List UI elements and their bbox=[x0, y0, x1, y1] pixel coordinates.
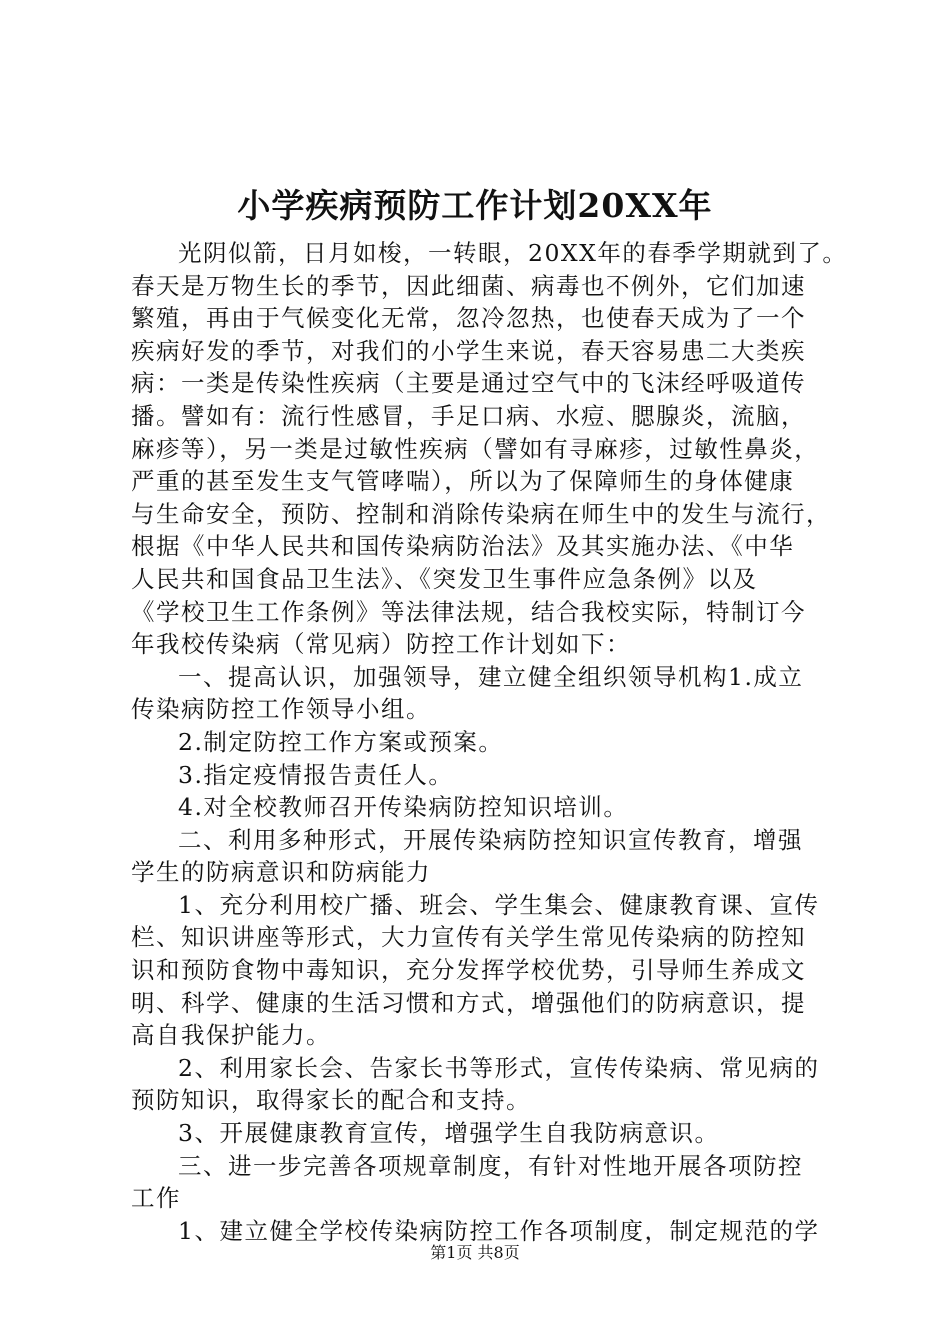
paragraph-line: 播。譬如有：流行性感冒，手足口病、水痘、腮腺炎，流脑， bbox=[131, 401, 806, 430]
paragraph-line: 1、充分利用校广播、班会、学生集会、健康教育课、宣传 bbox=[178, 890, 820, 919]
paragraph-line: 繁殖，再由于气候变化无常，忽冷忽热，也使春天成为了一个 bbox=[131, 304, 806, 333]
paragraph-line: 春天是万物生长的季节，因此细菌、病毒也不例外，它们加速 bbox=[131, 271, 806, 300]
paragraph-line: 1、建立健全学校传染病防控工作各项制度，制定规范的学 bbox=[178, 1216, 820, 1245]
paragraph-line: 人民共和国食品卫生法》、《突发卫生事件应急条例》以及 bbox=[131, 564, 758, 593]
paragraph-line: 年我校传染病（常见病）防控工作计划如下： bbox=[131, 630, 631, 659]
paragraph-line: 工作 bbox=[131, 1184, 181, 1213]
paragraph-line: 严重的甚至发生支气管哮喘），所以为了保障师生的身体健康 bbox=[131, 467, 795, 496]
paragraph-line: 高自我保护能力。 bbox=[131, 1021, 331, 1050]
section-heading-line: 二、利用多种形式，开展传染病防控知识宣传教育，增强 bbox=[178, 825, 803, 854]
paragraph-line: 预防知识，取得家长的配合和支持。 bbox=[131, 1086, 531, 1115]
paragraph-line: 与生命安全，预防、控制和消除传染病在师生中的发生与流行， bbox=[131, 499, 831, 528]
document-body bbox=[131, 237, 851, 1247]
document-title: 小学疾病预防工作计划20XX年 bbox=[237, 186, 713, 225]
paragraph-line: 根据《中华人民共和国传染病防治法》及其实施办法、《中华 bbox=[131, 532, 795, 561]
paragraph-line: 麻疹等），另一类是过敏性疾病（譬如有寻麻疹，过敏性鼻炎， bbox=[131, 434, 820, 463]
paragraph-line: 《学校卫生工作条例》等法律法规，结合我校实际，特制订今 bbox=[131, 597, 806, 626]
paragraph-line: 栏、知识讲座等形式，大力宣传有关学生常见传染病的防控知 bbox=[131, 923, 806, 952]
paragraph-line: 明、科学、健康的生活习惯和方式，增强他们的防病意识，提 bbox=[131, 988, 806, 1017]
page-number-footer: 第1页 共8页 bbox=[430, 1243, 520, 1262]
paragraph-line: 2、利用家长会、告家长书等形式，宣传传染病、常见病的 bbox=[178, 1053, 820, 1082]
list-item: 3.指定疫情报告责任人。 bbox=[178, 760, 454, 789]
list-item: 4.对全校教师召开传染病防控知识培训。 bbox=[178, 793, 629, 822]
section-heading-line: 一、提高认识，加强领导，建立健全组织领导机构1.成立 bbox=[178, 662, 804, 691]
section-heading-line: 三、进一步完善各项规章制度，有针对性地开展各项防控 bbox=[178, 1151, 803, 1180]
paragraph-line: 学生的防病意识和防病能力 bbox=[131, 858, 431, 887]
paragraph-line: 识和预防食物中毒知识，充分发挥学校优势，引导师生养成文 bbox=[131, 956, 806, 985]
paragraph-line: 病：一类是传染性疾病（主要是通过空气中的飞沫经呼吸道传 bbox=[131, 369, 806, 398]
paragraph-line: 3、开展健康教育宣传，增强学生自我防病意识。 bbox=[178, 1119, 720, 1148]
list-item: 2.制定防控工作方案或预案。 bbox=[178, 727, 504, 756]
paragraph-line: 光阴似箭，日月如梭，一转眼，20XX年的春季学期就到了。 bbox=[178, 239, 848, 267]
paragraph-line: 疾病好发的季节，对我们的小学生来说，春天容易患二大类疾 bbox=[131, 336, 806, 365]
paragraph-line: 传染病防控工作领导小组。 bbox=[131, 695, 431, 724]
